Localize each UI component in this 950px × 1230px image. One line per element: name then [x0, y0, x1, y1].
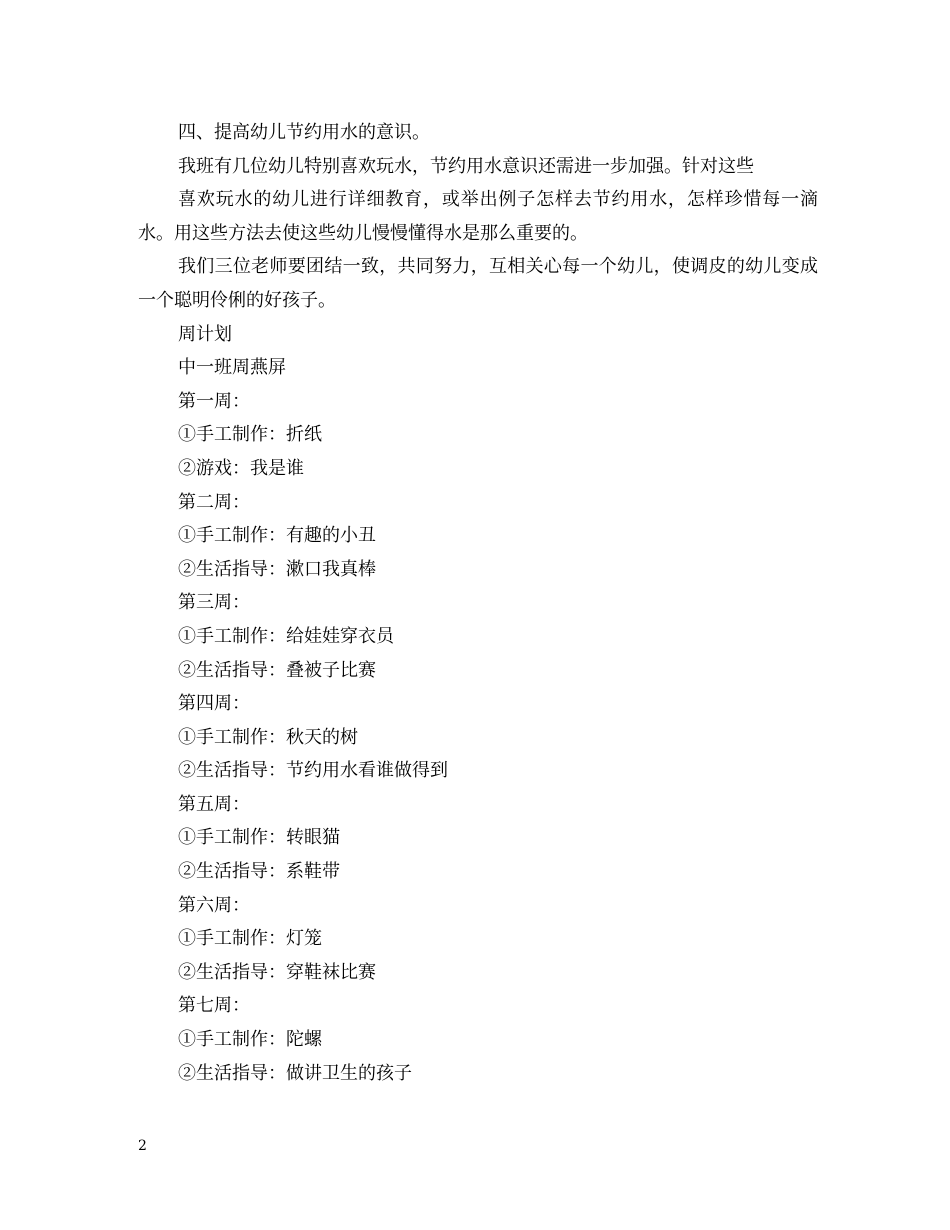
week-item: ①手工制作：给娃娃穿衣员	[178, 625, 394, 647]
week-item: ①手工制作：灯笼	[178, 928, 322, 950]
week-title: 第五周：	[178, 793, 250, 815]
plan-author: 中一班周燕屏	[178, 357, 286, 379]
week-item: ②生活指导：叠被子比赛	[178, 659, 376, 681]
paragraph-line: 我班有几位幼儿特别喜欢玩水，节约用水意识还需进一步加强。针对这些	[178, 155, 754, 177]
week-item: ①手工制作：转眼猫	[178, 827, 340, 849]
week-title: 第一周：	[178, 390, 250, 412]
week-7	[138, 989, 818, 1090]
paragraph: 喜欢玩水的幼儿进行详细教育，或举出例子怎样去节约用水，怎样珍惜每一滴水。用这些方法去使这些幼儿慢慢懂得水是那么重要的。	[138, 189, 818, 244]
week-title: 第三周：	[178, 592, 250, 614]
week-item: ①手工制作：陀螺	[178, 1029, 322, 1051]
week-item: ②生活指导：穿鞋袜比赛	[178, 961, 376, 983]
week-item: ①手工制作：秋天的树	[178, 726, 358, 748]
week-title: 第六周：	[178, 894, 250, 916]
page-number: 2	[138, 1138, 147, 1154]
week-item: ②生活指导：做讲卫生的孩子	[178, 1062, 412, 1084]
week-item: ②生活指导：漱口我真棒	[178, 558, 376, 580]
plan-title: 周计划	[178, 323, 232, 345]
section-heading: 四、提高幼儿节约用水的意识。	[178, 122, 430, 143]
week-item: ①手工制作：折纸	[178, 424, 322, 446]
document-body	[138, 116, 818, 1090]
week-title: 第二周：	[178, 491, 250, 513]
week-6	[138, 889, 818, 990]
week-item: ②游戏：我是谁	[178, 457, 304, 479]
week-4	[138, 687, 818, 788]
week-2	[138, 486, 818, 587]
week-1	[138, 385, 818, 486]
week-item: ①手工制作：有趣的小丑	[178, 525, 376, 547]
week-item: ②生活指导：节约用水看谁做得到	[178, 760, 448, 782]
week-item: ②生活指导：系鞋带	[178, 861, 340, 883]
paragraph: 我们三位老师要团结一致，共同努力，互相关心每一个幼儿，使调皮的幼儿变成一个聪明伶俐的好孩子。	[138, 256, 818, 311]
week-title: 第七周：	[178, 995, 250, 1017]
week-title: 第四周：	[178, 693, 250, 715]
week-5	[138, 788, 818, 889]
week-3	[138, 586, 818, 687]
